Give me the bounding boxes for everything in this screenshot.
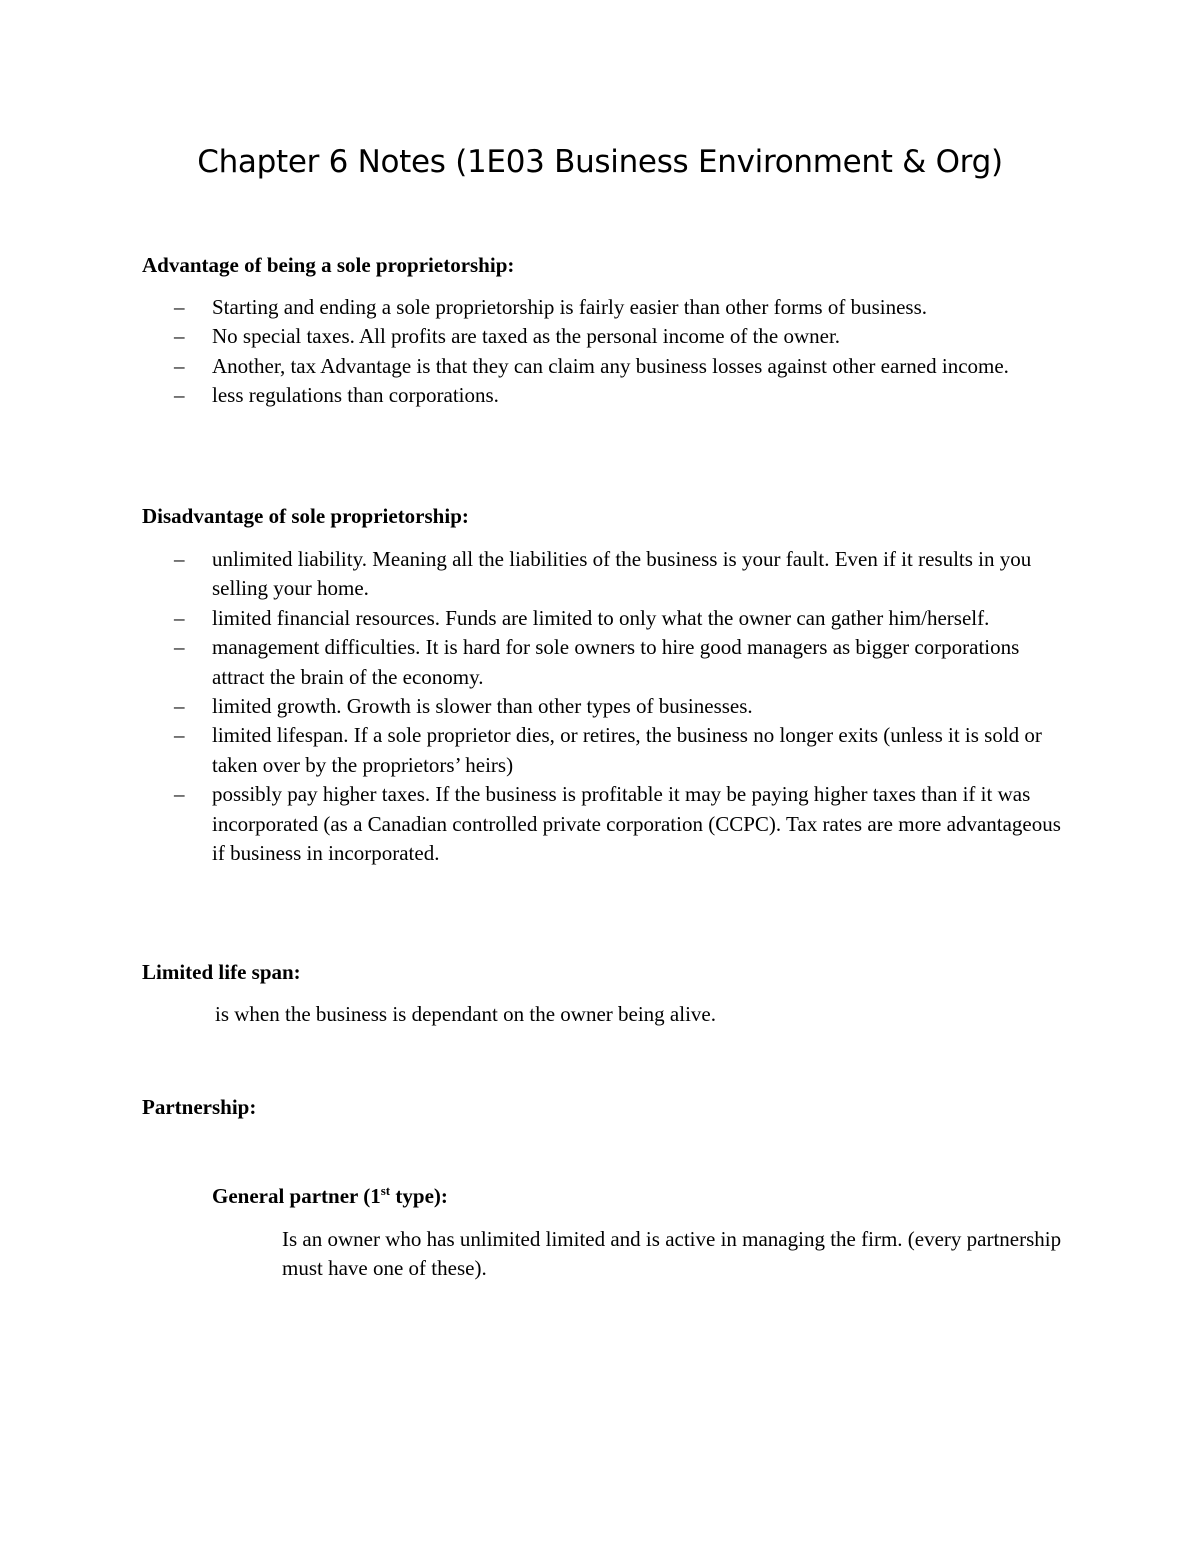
dash-bullet: – [174, 353, 185, 378]
list-item [142, 692, 1072, 721]
list-item-text: possibly pay higher taxes. If the business is profitable it may be paying higher taxes than if it was incorporated (as a Canadian controlled private corporation (CCPC). Tax rates are more advantageous if business in incorporated. [212, 782, 1061, 866]
dash-bullet: – [174, 605, 185, 630]
list-item [142, 633, 1072, 692]
list-item [142, 545, 1072, 604]
list-item [142, 721, 1072, 780]
dash-bullet: – [174, 635, 185, 660]
document-title: Chapter 6 Notes (1E03 Business Environment & Org) [197, 144, 1003, 180]
dash-bullet: – [174, 295, 185, 319]
general-partner-heading-before: General partner (1 [212, 1184, 381, 1208]
partnership-heading: Partnership: [142, 1095, 257, 1119]
general-partner-heading [212, 1181, 448, 1211]
list-item-text: management difficulties. It is hard for sole owners to hire good managers as bigger corporations attract the brain of the economy. [212, 635, 1020, 689]
list-item-text: limited lifespan. If a sole proprietor dies, or retires, the business no longer exits (unless it is sold or taken over by the proprietors’ heirs) [212, 723, 1042, 777]
list-item-text: less regulations than corporations. [212, 383, 499, 408]
general-partner-heading-after: type): [390, 1184, 448, 1208]
list-item [142, 352, 1072, 381]
limited-life-span-heading: Limited life span: [142, 960, 301, 984]
disadvantages-heading: Disadvantage of sole proprietorship: [142, 504, 469, 528]
list-item [142, 604, 1072, 633]
list-item-text: Another, tax Advantage is that they can claim any business losses against other earned income. [212, 353, 1009, 378]
list-item-text: limited growth. Growth is slower than other types of businesses. [212, 694, 753, 719]
list-item [142, 293, 1072, 322]
dash-bullet: – [174, 694, 185, 719]
list-item [142, 381, 1072, 410]
dash-bullet: – [174, 782, 185, 807]
limited-life-span-text: is when the business is dependant on the owner being alive. [215, 1002, 716, 1026]
ordinal-superscript: st [380, 1183, 391, 1198]
list-item-text: limited financial resources. Funds are limited to only what the owner can gather him/herself. [212, 605, 990, 630]
list-item-text: unlimited liability. Meaning all the liabilities of the business is your fault. Even if it results in you selling your home. [212, 547, 1032, 601]
general-partner-text: Is an owner who has unlimited limited and is active in managing the firm. (every partnership must have one of these). [282, 1227, 1062, 1281]
dash-bullet: – [174, 324, 185, 349]
list-item-text: Starting and ending a sole proprietorship is fairly easier than other forms of business. [212, 295, 928, 319]
advantages-heading: Advantage of being a sole proprietorship: [142, 253, 515, 277]
list-item [142, 322, 1072, 351]
dash-bullet: – [174, 547, 185, 571]
advantages-list [142, 293, 1072, 411]
list-item [142, 780, 1072, 868]
disadvantages-list [142, 545, 1072, 868]
dash-bullet: – [174, 723, 185, 748]
dash-bullet: – [174, 383, 185, 408]
list-item-text: No special taxes. All profits are taxed as the personal income of the owner. [212, 324, 841, 349]
